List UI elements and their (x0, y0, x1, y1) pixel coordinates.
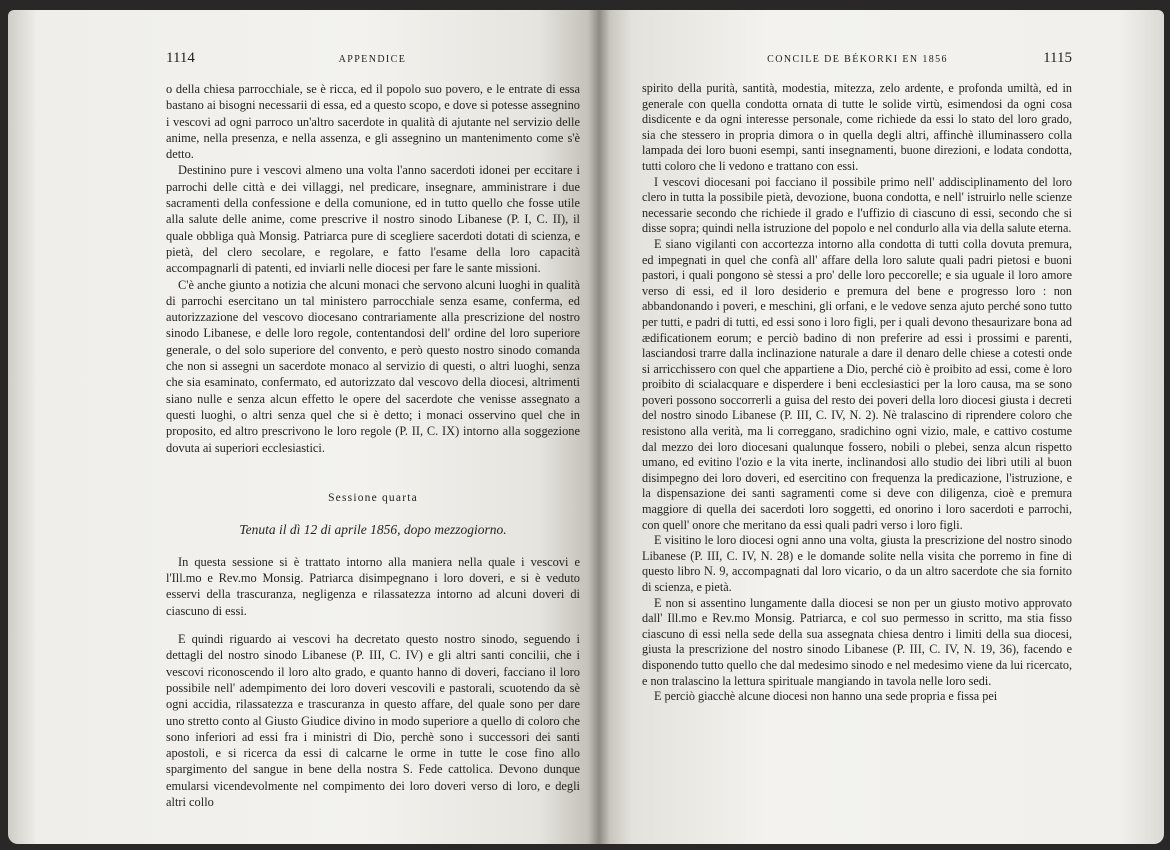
book-gutter-shadow (588, 10, 610, 844)
right-page (598, 10, 1164, 844)
paragraph: E visitino le loro diocesi ogni anno una volta, giusta la prescrizione del nostro sinodo Libanese (P. III, C. IV, N. 28) e le domande solite nella visita che porremo in fine di questo libro N. 9, accompagnati dal loro vicario, o da un altro sacerdote che sia fornito di scienza, e pietà. (642, 533, 1072, 594)
paragraph: spirito della purità, santità, modestia, mitezza, zelo ardente, e profonda umiltà, ed in generale con quella condotta ornata di tutte le solide virtù, esimendosi da ogni cosa disdicente e da ogni interesse personale, come richiede da essi lo stato del loro grado, sia che stessero in propria dimora o in quella degli altri, affinchè illuminassero colla lampada dei loro buoni esempi, santi insegnamenti, buone direzioni, e lodata condotta, tutti coloro che li vedono e trattano con essi. (642, 81, 1072, 173)
paragraph: o della chiesa parrocchiale, se è ricca, ed il popolo suo povero, e le entrate di essa bastano ai bisogni necessarii di essa, ed a questo scopo, e dove si potesse assegnino i vescovi ad ogni parroco un'altro sacerdote in qualità di ajutante nel servizio delle anime, nella presenza, e nella assenza, e gli assegnino un mantenimento come s'è detto. (166, 82, 580, 162)
paragraph: C'è anche giunto a notizia che alcuni monaci che servono alcuni luoghi in qualità di parrochi esercitano un tal ministero parrocchiale senza esame, conferma, ed autorizzazione del vescovo diocesano contrariamente alla prescrizione del nostro sinodo Libanese, e delle loro regole, contentandosi dell' ordine del loro superiore generale, o del solo superiore del convento, e però questo nostro sinodo comanda che non si assegni un sacerdote monaco al servizio di questi, o altri luoghi, senza che sia esaminato, confermato, ed autorizzato dal vescovo della diocesi, altrimenti siano nulle e senza alcun effetto le opere del sacerdote che venisse assegnato a questi luoghi, o altri senza quel che si è detto; i monaci osservino quel che in proposito, ed altro prescrivono le loro regole (P. II, C. IX) intorno alla soggezione dovuta ai superiori ecclesiastici. (166, 277, 580, 455)
paragraph: E siano vigilanti con accortezza intorno alla condotta di tutti colla dovuta premura, ed impegnati in quel che confà all' affare della loro salute quali padri pietosi e buoni pastori, i quali pongono sè stessi a pro' delle loro peccorelle; e sia uguale il loro amore verso di essi, ed il loro desiderio e premura del bene e progresso loro : non abbandonando i poveri, e meschini, gli orfani, e le vedove senza ajuto perché sono tutto per tutti, e padri di tutti, ed essi sono i loro figli, per i quali devono thesaurizare bona ad ædificationem eorum; e perciò badino di non preferire ad essi i prossimi e parenti, lasciandosi trarre dalla inclinazione naturale a dare il denaro delle chiese a cotesti onde si arricchissero con quel che appartiene a Dio, perché ciò è proibito ad essi, come è loro proibito di scialacquare e disperdere i beni ecclesiastici per la loro causa, ma se sono poveri possono soccorrerli a guisa del resto dei poveri della loro diocesi giusta i decreti del nostro sinodo Libanese (P. III, C. IV, N. 2). Nè tralascino di riprendere coloro che resistono alla verità, ma li correggano, sradichino ogni vizio, male, e cattivo costume dal mezzo dei loro diocesani qualunque fossero, nobili o plebei, senza alcun rispetto umano, ed evitino l'ozio e la vita inerte, inclinandosi allo studio dei libri utili al buon disimpegno dei loro doveri, ed esercitino con frequenza la predicazione, l'istruzione, e la dispensazione dei santi sagramenti come si deve con diligenza, cioè e premura maggiore di quella dei sacerdoti loro soggetti, ed onorino i loro sacerdoti e parrochi, con quell' onore che meritano da essi quali padri verso i loro figli. (642, 236, 1072, 532)
left-running-header (166, 50, 580, 67)
paragraph: E quindi riguardo ai vescovi ha decretato questo nostro sinodo, seguendo i dettagli del nostro sinodo Libanese (P. III, C. IV) e gli altri santi concilii, che i vescovi riconoscendo il loro alto grado, e quanto hanno di doveri, facciano il loro possibile nell' adempimento dei loro doveri vescovili e pastorali, scuotendo da sè ogni accidia, rilassatezza e trascuranza in questo affare, del quale sono per dare uno stretto conto al Giusto Giudice divino in modo superiore a quello di coloro che sono inferiori ad essi fra i ministri di Dio, perchè sono i successori dei santi apostoli, e si ricerca da essi di calcarne le orme in tutte le cose fino allo spargimento del sangue in bene della nostra S. Fede cattolica. Devono dunque emularsi vicendevolmente nel compimento dei loro doveri verso di loro, e degli altri collo (166, 632, 580, 809)
right-page-number: 1115 (1043, 50, 1072, 66)
right-running-title: CONCILE DE BÉKORKI EN 1856 (767, 54, 948, 65)
paragraph: E perciò giacchè alcune diocesi non hanno una sede propria e fissa pei (654, 689, 998, 704)
right-running-header (642, 50, 1072, 67)
left-running-title: APPENDICE (338, 54, 407, 65)
right-page-body (642, 81, 1072, 705)
session-date: Tenuta il dì 12 di aprile 1856, dopo mezzogiorno. (239, 521, 507, 537)
paragraph: I vescovi diocesani poi facciano il possibile primo nell' addisciplinamento del loro clero in tutta la possibile pietà, devozione, buona condotta, e nell' istruirlo nelle scienze necessarie secondo che richiede il grado e l'uffizio di ciascuno di essi, secondo che si disse sopra; quindi nella istruzione del popolo e nel condurlo alla via della salute eterna. (642, 174, 1072, 236)
paragraph: E non si assentino lungamente dalla diocesi se non per un giusto motivo approvato dall' Ill.mo e Rev.mo Monsig. Patriarca, e col suo permesso in scritto, ma stia fisso ciascuno di essi nella sede della sua assegnata chiesa dentro i limiti della sua diocesi, giusta la prescrizione del nostro sinodo Libanese (P. III, C. IV, N. 19, 36), facendo e disponendo tutto quello che dal medesimo sinodo e nel medesimo viene da lui ricercato, e non tralascino la lettura spirituale mangiando in tavola nelle loro sedi. (642, 595, 1072, 688)
paragraph: Destinino pure i vescovi almeno una volta l'anno sacerdoti idonei per eccitare i parrochi delle città e dei villaggi, nel predicare, insegnare, amministrare i due sacramenti della confessione e della comunione, ed in tutto quello che fosse utile alla salute delle anime, come prescrive il nostro sinodo Libanese (P. I, C. II), il quale obbliga quà Monsig. Patriarca pure di scegliere sacerdoti dotati di scienza, e pietà, del clero secolare, e regolare, e fatto l'esame della loro capacità accompagnarli di patenti, ed inviarli nelle diocesi per fare le sante missioni. (166, 163, 580, 276)
left-page-number: 1114 (166, 50, 195, 66)
session-heading: Sessione quarta (328, 491, 418, 504)
paragraph: In questa sessione si è trattato intorno alla maniera nella quale i vescovi e l'Ill.mo e Rev.mo Monsig. Patriarca disimpegnano i loro doveri, e si è veduto esservi della trascuranza, negligenza e rilassatezza intorno ad alcuni doveri di ciascuno di essi. (166, 554, 580, 618)
left-page (8, 10, 598, 844)
left-page-body (166, 81, 580, 810)
